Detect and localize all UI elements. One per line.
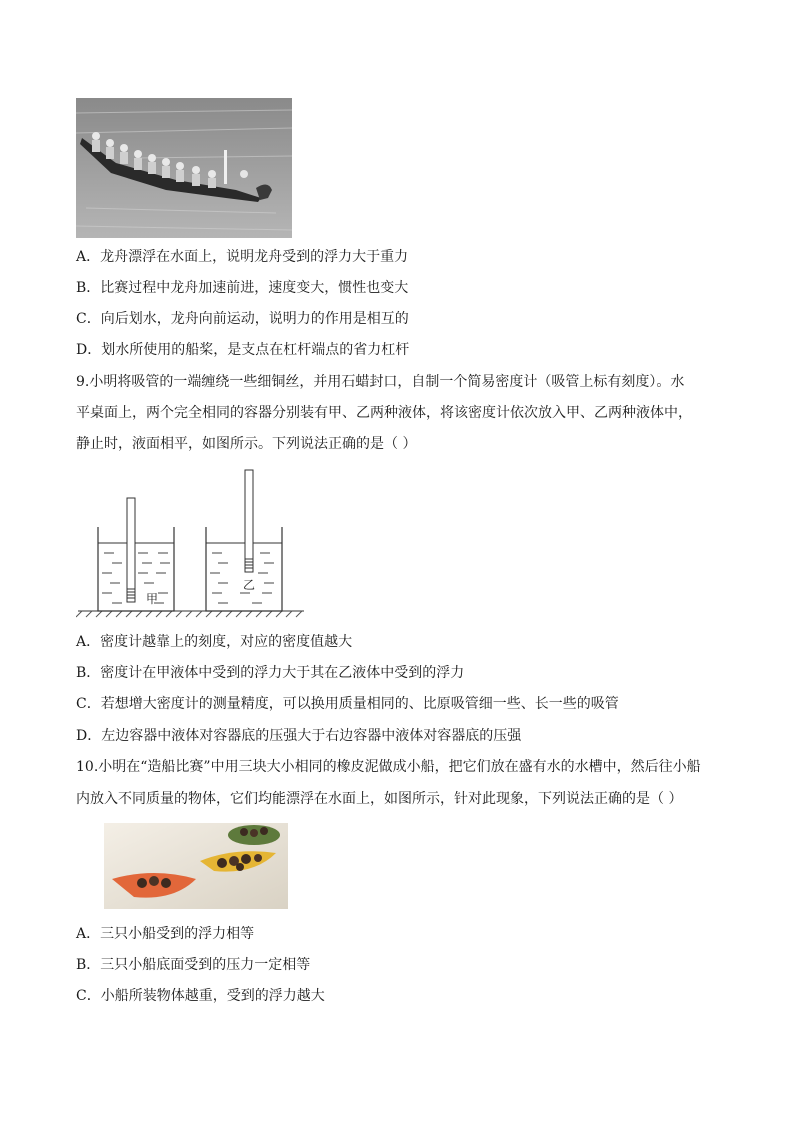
q9-option-d: D．左边容器中液体对容器底的压强大于右边容器中液体对容器底的压强 bbox=[76, 728, 522, 744]
q9-option-c: C．若想增大密度计的测量精度，可以换用质量相同的、比原吸管细一些、长一些的吸管 bbox=[76, 696, 619, 712]
q9-option-a: A．密度计越靠上的刻度，对应的密度值越大 bbox=[76, 634, 353, 650]
q10-option-c: C．小船所装物体越重，受到的浮力越大 bbox=[76, 988, 325, 1004]
dragon-boat-photo bbox=[76, 98, 292, 238]
q8-option-a: A．龙舟漂浮在水面上，说明龙舟受到的浮力大于重力 bbox=[76, 249, 409, 265]
q9-stem-line-1: 9.小明将吸管的一端缠绕一些细铜丝，并用石蜡封口，自制一个简易密度计（吸管上标有刻度）。水 bbox=[76, 374, 685, 390]
q8-option-c: C．向后划水，龙舟向前运动，说明力的作用是相互的 bbox=[76, 311, 409, 327]
density-meter-figure bbox=[76, 465, 308, 620]
q9-stem-line-2: 平桌面上，两个完全相同的容器分别装有甲、乙两种液体，将该密度计依次放入甲、乙两种液体中， bbox=[76, 405, 692, 421]
q8-option-b: B．比赛过程中龙舟加速前进，速度变大，惯性也变大 bbox=[76, 280, 409, 296]
q9-stem-line-3: 静止时，液面相平，如图所示。下列说法正确的是（ ） bbox=[76, 436, 417, 452]
q9-option-b: B．密度计在甲液体中受到的浮力大于其在乙液体中受到的浮力 bbox=[76, 665, 465, 681]
q10-option-b: B．三只小船底面受到的压力一定相等 bbox=[76, 957, 311, 973]
q8-option-d: D．划水所使用的船桨，是支点在杠杆端点的省力杠杆 bbox=[76, 342, 410, 358]
clay-boats-photo bbox=[104, 823, 288, 909]
q10-option-a: A．三只小船受到的浮力相等 bbox=[76, 926, 255, 942]
label-yi: 乙 bbox=[243, 578, 256, 592]
q10-stem-line-2: 内放入不同质量的物体，它们均能漂浮在水面上，如图所示，针对此现象，下列说法正确的是（ ） bbox=[76, 791, 683, 807]
q10-stem-line-1: 10.小明在“造船比赛”中用三块大小相同的橡皮泥做成小船，把它们放在盛有水的水槽中，然后往小船 bbox=[76, 759, 701, 775]
label-jia: 甲 bbox=[146, 592, 159, 606]
